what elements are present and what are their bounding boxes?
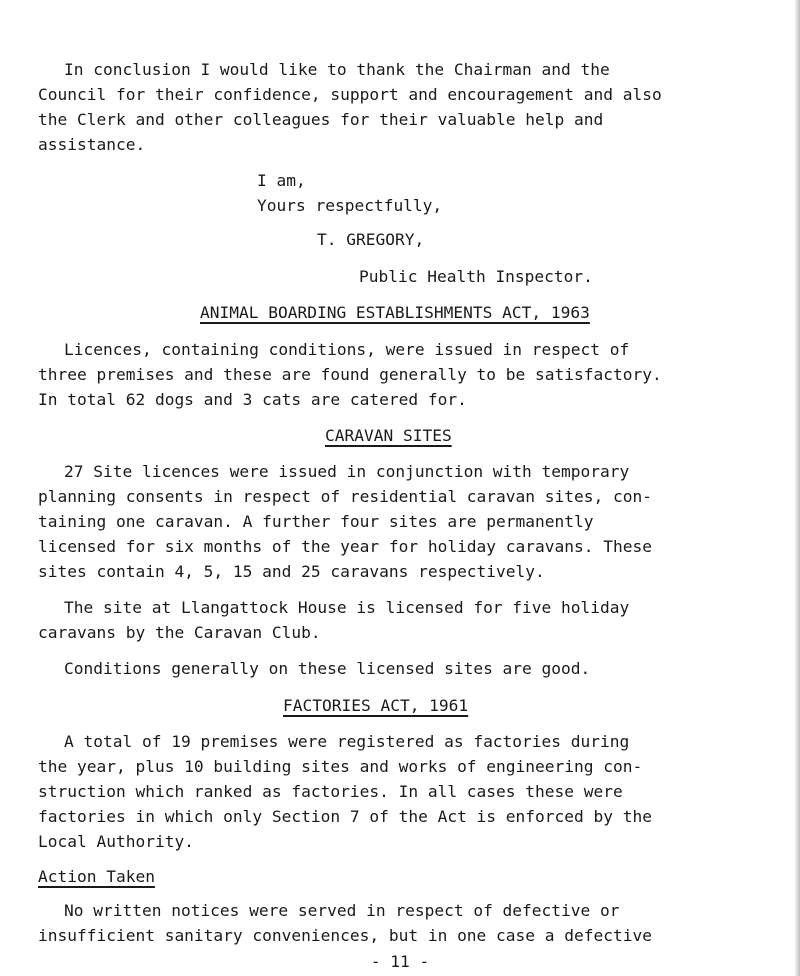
- signoff-name: T. GREGORY,: [317, 230, 425, 249]
- caravan-p3-line-1: Conditions generally on these licensed sites are good.: [64, 659, 591, 678]
- factories-line-5: Local Authority.: [38, 832, 194, 851]
- action-taken-heading: Action Taken: [38, 867, 155, 886]
- signoff-title: Public Health Inspector.: [359, 267, 593, 286]
- factories-line-4: factories in which only Section 7 of the Act is enforced by the: [38, 807, 652, 826]
- caravan-p1-line-2: planning consents in respect of residential caravan sites, con-: [38, 487, 652, 506]
- caravan-p1-line-4: licensed for six months of the year for holiday caravans. These: [38, 537, 652, 556]
- factories-line-2: the year, plus 10 building sites and works of engineering con-: [38, 757, 643, 776]
- animal-boarding-heading: ANIMAL BOARDING ESTABLISHMENTS ACT, 1963: [200, 303, 590, 322]
- animal-boarding-line-3: In total 62 dogs and 3 cats are catered for.: [38, 390, 467, 409]
- animal-boarding-line-1: Licences, containing conditions, were issued in respect of: [64, 340, 630, 359]
- conclusion-line-1: In conclusion I would like to thank the Chairman and the: [64, 60, 610, 79]
- action-taken-line-2: insufficient sanitary conveniences, but in one case a defective: [38, 926, 652, 945]
- conclusion-line-2: Council for their confidence, support and encouragement and also: [38, 85, 662, 104]
- factories-line-1: A total of 19 premises were registered as factories during: [64, 732, 630, 751]
- caravan-p1-line-1: 27 Site licences were issued in conjunction with temporary: [64, 462, 630, 481]
- factories-line-3: struction which ranked as factories. In all cases these were: [38, 782, 623, 801]
- signoff-valediction: Yours respectfully,: [257, 196, 443, 215]
- conclusion-line-3: the Clerk and other colleagues for their valuable help and: [38, 110, 604, 129]
- caravan-sites-heading: CARAVAN SITES: [325, 426, 452, 445]
- factories-heading: FACTORIES ACT, 1961: [283, 696, 469, 715]
- page-number: - 11 -: [370, 952, 430, 971]
- caravan-p1-line-5: sites contain 4, 5, 15 and 25 caravans respectively.: [38, 562, 545, 581]
- caravan-p2-line-1: The site at Llangattock House is licensed for five holiday: [64, 598, 630, 617]
- caravan-p1-line-3: taining one caravan. A further four sites are permanently: [38, 512, 594, 531]
- action-taken-line-1: No written notices were served in respect of defective or: [64, 901, 620, 920]
- page-edge-shadow: [794, 0, 800, 976]
- conclusion-line-4: assistance.: [38, 135, 146, 154]
- signoff-closing: I am,: [257, 171, 306, 190]
- animal-boarding-line-2: three premises and these are found generally to be satisfactory.: [38, 365, 662, 384]
- caravan-p2-line-2: caravans by the Caravan Club.: [38, 623, 321, 642]
